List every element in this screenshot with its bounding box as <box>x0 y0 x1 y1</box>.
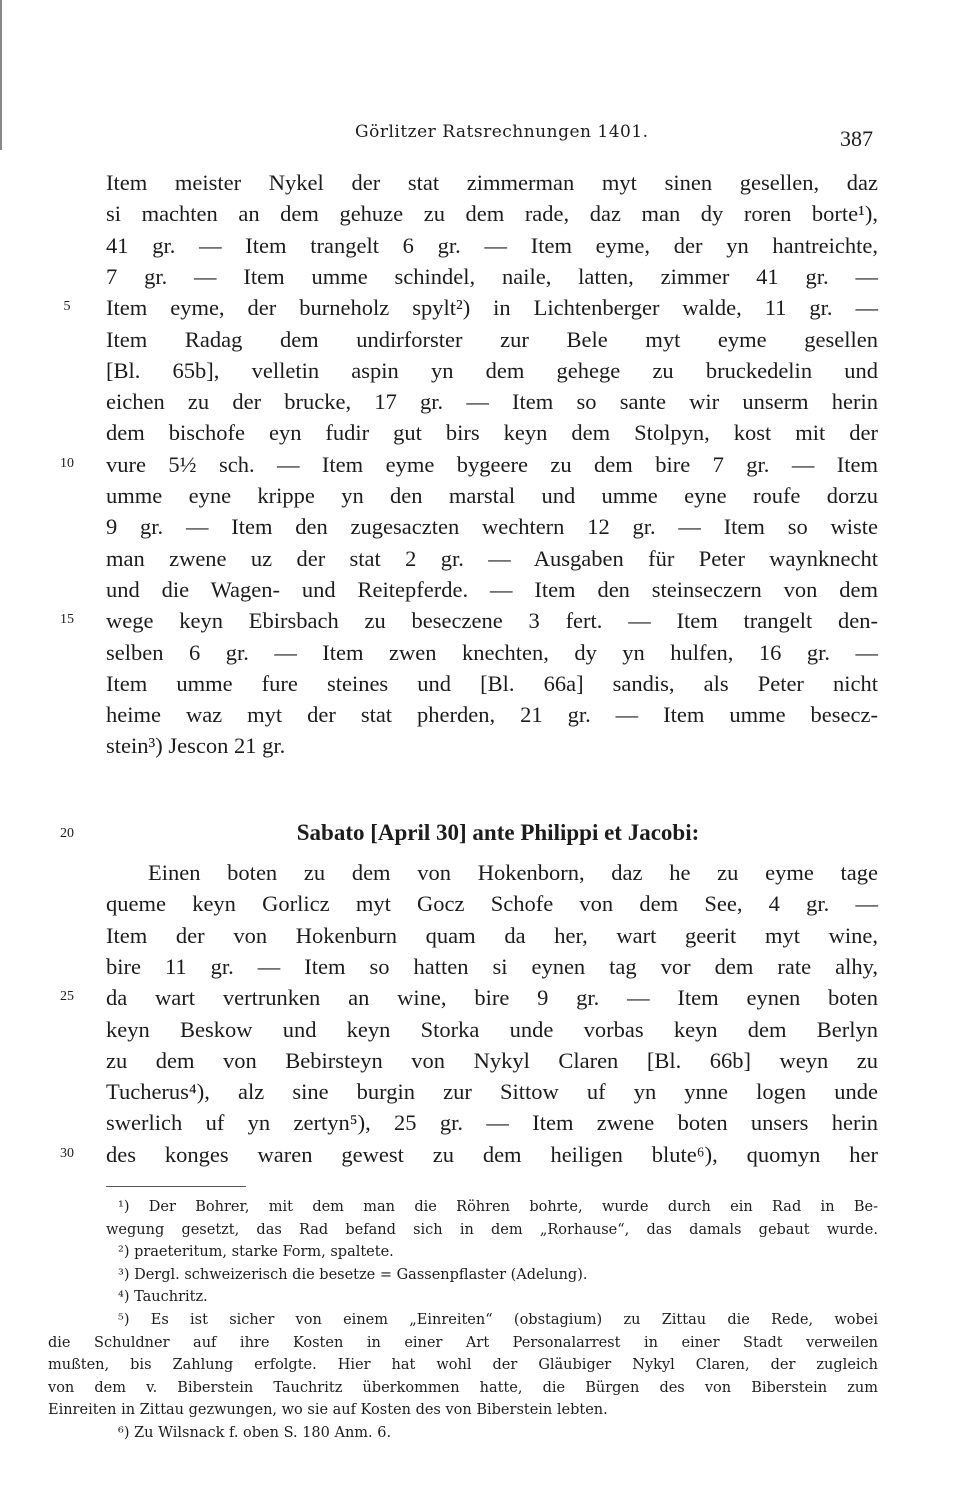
text-line: wege keyn Ebirsbach zu beseczene 3 fert. — Item trangelt den- <box>106 608 878 634</box>
text-line: 7 gr. — Item umme schindel, naile, latten, zimmer 41 gr. — <box>106 263 878 289</box>
text-line: da wart vertrunken an wine, bire 9 gr. — Item eynen boten <box>106 985 878 1011</box>
text-line: Item eyme, der burneholz spylt²) in Lichtenberger walde, 11 gr. — <box>106 295 878 321</box>
section-heading: Sabato [April 30] ante Philippi et Jacobi: <box>296 820 700 845</box>
text-line: [Bl. 65b], velletin aspin yn dem gehege zu bruckedelin und <box>106 357 878 383</box>
text-line: bire 11 gr. — Item so hatten si eynen tag vor dem rate alhy, <box>106 953 878 979</box>
text-line: selben 6 gr. — Item zwen knechten, dy yn hulfen, 16 gr. — <box>106 639 878 665</box>
text-line: stein³) Jescon 21 gr. <box>106 733 286 759</box>
text-line: queme keyn Gorlicz myt Gocz Schofe von dem See, 4 gr. — <box>106 891 878 917</box>
running-title: Görlitzer Ratsrechnungen 1401. <box>355 122 649 142</box>
line-number: 30 <box>60 1145 74 1161</box>
footnote-line: wegung gesetzt, das Rad befand sich in dem „Rorhause“, das damals gebaut wurde. <box>106 1221 878 1238</box>
text-line: und die Wagen- und Reitepferde. — Item den steinseczern von dem <box>106 576 878 602</box>
footnote-line: ⁴) Tauchritz. <box>118 1289 208 1306</box>
line-number: 5 <box>63 299 71 315</box>
page-number: 387 <box>840 126 873 151</box>
text-line: Item Radag dem undirforster zur Bele myt eyme gesellen <box>106 326 878 352</box>
footnote-line: die Schuldner auf ihre Kosten in einer Art Personalarrest in einer Stadt verweilen <box>48 1334 878 1351</box>
footnote-line: ¹) Der Bohrer, mit dem man die Röhren bohrte, wurde durch ein Rad in Be- <box>118 1199 878 1215</box>
text-line: 41 gr. — Item trangelt 6 gr. — Item eyme, der yn hantreichte, <box>106 232 878 258</box>
text-line: si machten an dem gehuze zu dem rade, daz man dy roren borte¹), <box>106 201 878 227</box>
footnote-line: mußten, bis Zahlung erfolgte. Hier hat wohl der Gläubiger Nykyl Claren, der zugleich <box>48 1357 878 1374</box>
text-line: swerlich uf yn zertyn⁵), 25 gr. — Item zwene boten unsers herin <box>106 1110 878 1136</box>
text-line: dem bischofe eyn fudir gut birs keyn dem Stolpyn, kost mit der <box>106 420 878 446</box>
text-line: Einen boten zu dem von Hokenborn, daz he zu eyme tage <box>148 860 878 885</box>
text-line: des konges waren gewest zu dem heiligen blute⁶), quomyn her <box>106 1141 878 1167</box>
text-line: Item der von Hokenburn quam da her, wart geerit myt wine, <box>106 922 878 948</box>
text-line: keyn Beskow und keyn Storka unde vorbas keyn dem Berlyn <box>106 1016 878 1042</box>
text-line: Tucherus⁴), alz sine burgin zur Sittow uf yn ynne logen unde <box>106 1079 878 1105</box>
text-line: eichen zu der brucke, 17 gr. — Item so sante wir unserm herin <box>106 389 878 415</box>
text-line: 9 gr. — Item den zugesaczten wechtern 12 gr. — Item so wiste <box>106 514 878 540</box>
text-line: heime waz myt der stat pherden, 21 gr. — Item umme besecz- <box>106 702 878 728</box>
footnote-line: von dem v. Biberstein Tauchritz überkommen hatte, die Bürgen des von Biberstein zum <box>48 1379 878 1396</box>
text-line: Item umme fure steines und [Bl. 66a] sandis, als Peter nicht <box>106 670 878 696</box>
footnote-line: ⁵) Es ist sicher von einem „Einreiten“ (obstagium) zu Zittau die Rede, wobei <box>118 1312 878 1328</box>
footnote-separator <box>106 1186 246 1187</box>
line-number: 15 <box>60 612 74 628</box>
section-heading-line-number: 20 <box>60 826 74 841</box>
line-number: 25 <box>60 989 74 1005</box>
footnote-line: ²) praeteritum, starke Form, spaltete. <box>118 1244 394 1261</box>
running-header <box>0 118 960 158</box>
footnote-line: Einreiten in Zittau gezwungen, wo sie auf Kosten des von Biberstein lebten. <box>48 1402 608 1419</box>
text-line: Item meister Nykel der stat zimmerman myt sinen gesellen, daz <box>106 170 878 195</box>
footnote-line: ⁶) Zu Wilsnack f. oben S. 180 Anm. 6. <box>118 1425 392 1441</box>
footnote-line: ³) Dergl. schweizerisch die besetze = Gassenpflaster (Adelung). <box>118 1266 588 1283</box>
text-line: umme eyne krippe yn den marstal und umme eyne roufe dorzu <box>106 483 878 508</box>
text-line: vure 5½ sch. — Item eyme bygeere zu dem bire 7 gr. — Item <box>106 451 878 477</box>
text-line: zu dem von Bebirsteyn von Nykyl Claren [Bl. 66b] weyn zu <box>106 1047 878 1073</box>
line-number: 10 <box>60 455 74 471</box>
text-line: man zwene uz der stat 2 gr. — Ausgaben für Peter waynknecht <box>106 545 878 571</box>
